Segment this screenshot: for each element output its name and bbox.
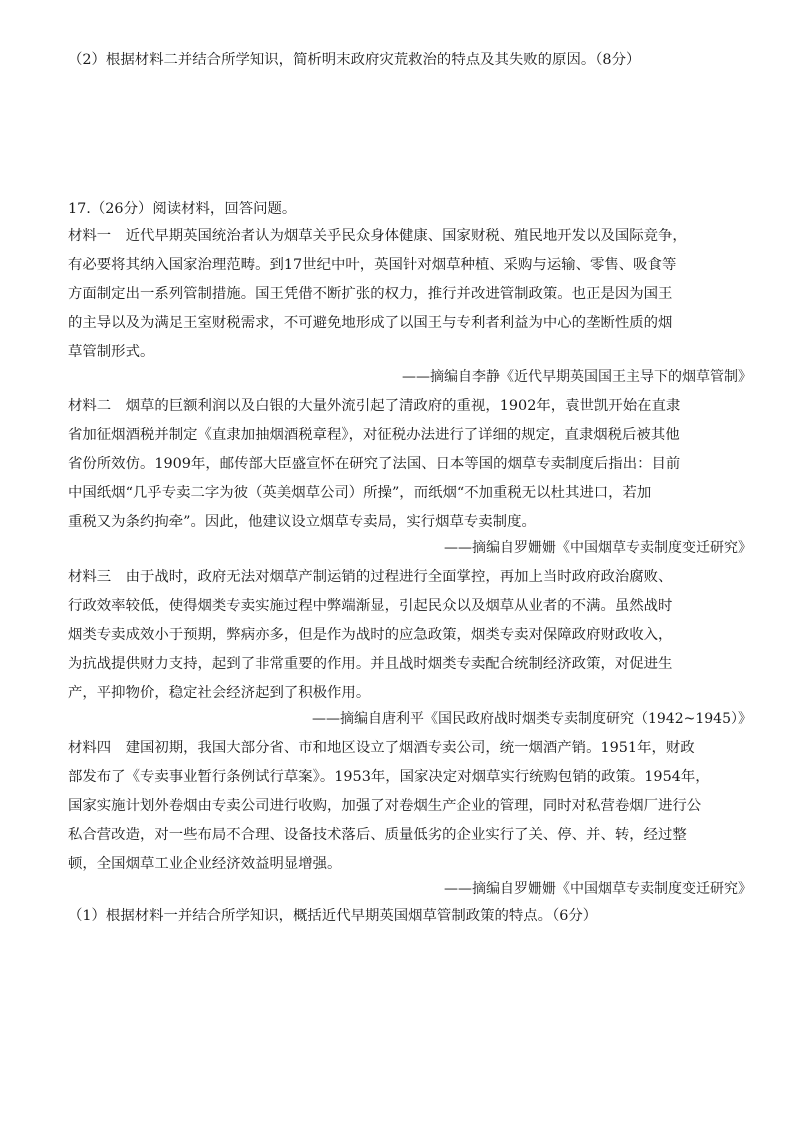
- material-3-line: 为抗战提供财力支持，起到了非常重要的作用。并且战时烟类专卖配合统制经济政策，对促进生: [68, 656, 673, 672]
- material-3-line: 产，平抑物价，稳定社会经济起到了积极作用。: [68, 685, 371, 701]
- material-4-line: 部发布了《专卖事业暂行条例试行草案》。1953年，国家决定对烟草实行统购包销的政策。1954年，: [68, 769, 710, 785]
- material-4-line: 私合营改造，对一些布局不合理、设备技术落后、质量低劣的企业实行了关、停、并、转，经过整: [68, 827, 687, 843]
- material-1-line: 有必要将其纳入国家治理范畴。到17世纪中叶，英国针对烟草种植、采购与运输、零售、吸食等: [68, 257, 677, 273]
- material-4-line: 顿，全国烟草工业企业经济效益明显增强。: [68, 856, 342, 872]
- material-2-line: 省份所效仿。1909年，邮传部大臣盛宣怀在研究了法国、日本等国的烟草专卖制度后指出：目前: [68, 456, 681, 472]
- material-1-line: 材料一 近代早期英国统治者认为烟草关乎民众身体健康、国家财税、殖民地开发以及国际竞争，: [68, 228, 687, 244]
- material-2-line: 省加征烟酒税并制定《直隶加抽烟酒税章程》，对征税办法进行了详细的规定，直隶烟税后被其他: [68, 427, 680, 443]
- material-3-line: 行政效率较低，使得烟类专卖实施过程中弊端渐显，引起民众以及烟草从业者的不满。虽然战时: [68, 598, 673, 614]
- material-1-line: 草管制形式。: [68, 344, 155, 360]
- material-2-line: 材料二 烟草的巨额利润以及白银的大量外流引起了清政府的重视，1902年，袁世凯开始在直隶: [68, 398, 681, 414]
- material-4-source: ——摘编自罗姗姗《中国烟草专卖制度变迁研究》: [444, 881, 752, 897]
- material-2-line: 中国纸烟“几乎专卖二字为彼（英美烟草公司）所操”，而纸烟“不加重税无以杜其进口，若加: [68, 485, 652, 501]
- material-3-line: 烟类专卖成效小于预期，弊病亦多，但是作为战时的应急政策，烟类专卖对保障政府财政收入，: [68, 627, 673, 643]
- material-3-source: ——摘编自唐利平《国民政府战时烟类专卖制度研究（1942~1945）》: [312, 711, 752, 727]
- material-4-line: 材料四 建国初期，我国大部分省、市和地区设立了烟酒专卖公司，统一烟酒产销。1951年，财政: [68, 740, 695, 756]
- sub-question-1: （1）根据材料一并结合所学知识，概括近代早期英国烟草管制政策的特点。（6分）: [68, 908, 598, 924]
- material-1-line: 的主导以及为满足王室财税需求，不可避免地形成了以国王与专利者利益为中心的垄断性质的烟: [68, 315, 673, 331]
- material-3-line: 材料三 由于战时，政府无法对烟草产制运销的过程进行全面掌控，再加上当时政府政治腐败、: [68, 569, 673, 585]
- prev-sub-question-2: （2）根据材料二并结合所学知识，简析明末政府灾荒救治的特点及其失败的原因。（8分）: [68, 52, 641, 68]
- material-2-source: ——摘编自罗姗姗《中国烟草专卖制度变迁研究》: [444, 540, 752, 556]
- question-17-header: 17.（26分）阅读材料，回答问题。: [68, 201, 297, 217]
- material-4-line: 国家实施计划外卷烟由专卖公司进行收购，加强了对卷烟生产企业的管理，同时对私营卷烟厂进行公: [68, 798, 702, 814]
- material-1-line: 方面制定出一系列管制措施。国王凭借不断扩张的权力，推行并改进管制政策。也正是因为国王: [68, 286, 673, 302]
- material-2-line: 重税又为条约拘牵”。因此，他建议设立烟草专卖局，实行烟草专卖制度。: [68, 514, 536, 530]
- material-1-source: ——摘编自李静《近代早期英国国王主导下的烟草管制》: [402, 369, 752, 385]
